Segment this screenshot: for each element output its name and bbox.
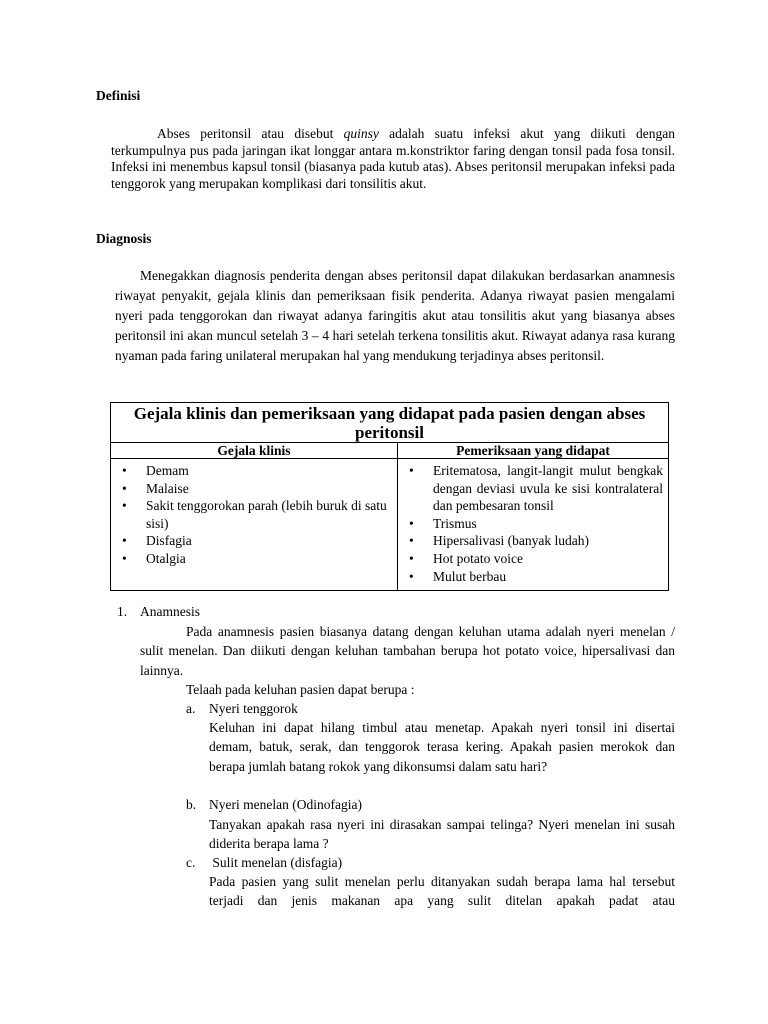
- diagnosis-text: Menegakkan diagnosis penderita dengan abses peritonsil dapat dilakukan berdasarkan anamnesis riwayat penyakit, gejala klinis dan pemeriksaan fisik penderita. Adanya riwayat pasien mengalami nyeri pada tenggorokan dan riwayat adanya faringitis akut atau tonsilitis akut yang biasanya abses peritonsil ini akan muncul setelah 3 – 4 hari setelah terkena tonsilitis akut. Riwayat adanya rasa kurang nyaman pada faring unilateral merupakan hal yang mendukung terjadinya abses peritonsil.: [115, 268, 675, 363]
- item-a-letter: a.: [186, 701, 196, 716]
- item-b-text: Tanyakan apakah rasa nyeri ini dirasakan sampai telinga? Nyeri menelan ini susah diderita berapa lama ?: [209, 817, 675, 852]
- anamnesis-title: Anamnesis: [140, 604, 200, 619]
- definisi-text-after: adalah suatu infeksi akut yang diikuti dengan terkumpulnya pus pada jaringan ikat longgar antara m.konstriktor faring dengan tonsil pada fosa tonsil. Infeksi ini menembus kapsul tonsil (biasanya pada kutub atas). Abses peritonsil merupakan infeksi pada tenggorok yang merupakan komplikasi dari tonsilitis akut.: [111, 126, 675, 191]
- definisi-heading: Definisi: [96, 88, 141, 103]
- definisi-paragraph: [111, 126, 675, 192]
- definisi-text-italic: quinsy: [343, 126, 379, 141]
- list-item: • Trismus: [405, 515, 663, 533]
- list-item: • Demam: [118, 462, 392, 480]
- gejala-cell: [111, 459, 398, 591]
- list-item: • Eritematosa, langit-langit mulut bengkak dengan deviasi uvula ke sisi kontralateral dan pembesaran tonsil: [405, 462, 663, 515]
- anamnesis-telaah: Telaah pada keluhan pasien dapat berupa :: [186, 682, 415, 697]
- table-header-pemeriksaan: Pemeriksaan yang didapat: [398, 443, 669, 459]
- item-c-letter: c.: [186, 855, 196, 870]
- diagnosis-paragraph: [115, 266, 675, 366]
- anamnesis-intro: Pada anamnesis pasien biasanya datang dengan keluhan utama adalah nyeri menelan / sulit menelan. Dan diikuti dengan keluhan tambahan berupa hot potato voice, hipersalivasi dan lainnya.: [140, 624, 675, 678]
- item-b-title: Nyeri menelan (Odinofagia): [209, 797, 362, 812]
- definisi-text-before: Abses peritonsil atau disebut: [157, 126, 344, 141]
- list-item: • Malaise: [118, 480, 392, 498]
- item-a-text: Keluhan ini dapat hilang timbul atau menetap. Apakah nyeri tonsil ini disertai demam, batuk, serak, dan tenggorok terasa kering. Apakah pasien merokok dan berapa jumlah batang rokok yang dikonsumsi dalam satu hari?: [209, 720, 675, 774]
- item-c-text: Pada pasien yang sulit menelan perlu ditanyakan sudah berapa lama hal tersebut terjadi dan jenis makanan apa yang sulit ditelan apakah padat atau: [209, 874, 675, 909]
- list-item: • Disfagia: [118, 532, 392, 550]
- list-item: • Otalgia: [118, 550, 392, 568]
- item-b-letter: b.: [186, 797, 197, 812]
- symptoms-table: [110, 402, 669, 591]
- list-item: • Hot potato voice: [405, 550, 663, 568]
- table-header-gejala: Gejala klinis: [111, 443, 398, 459]
- list-item: • Hipersalivasi (banyak ludah): [405, 532, 663, 550]
- item-c-title: Sulit menelan (disfagia): [209, 855, 343, 870]
- list-item: • Mulut berbau: [405, 568, 663, 586]
- list-item: • Sakit tenggorokan parah (lebih buruk di satu sisi): [118, 497, 392, 532]
- diagnosis-heading: Diagnosis: [96, 231, 152, 246]
- table-caption: Gejala klinis dan pemeriksaan yang didapat pada pasien dengan abses peritonsil: [111, 403, 669, 443]
- item-a-title: Nyeri tenggorok: [209, 701, 298, 716]
- anamnesis-number: 1.: [117, 604, 128, 619]
- pemeriksaan-cell: [398, 459, 669, 591]
